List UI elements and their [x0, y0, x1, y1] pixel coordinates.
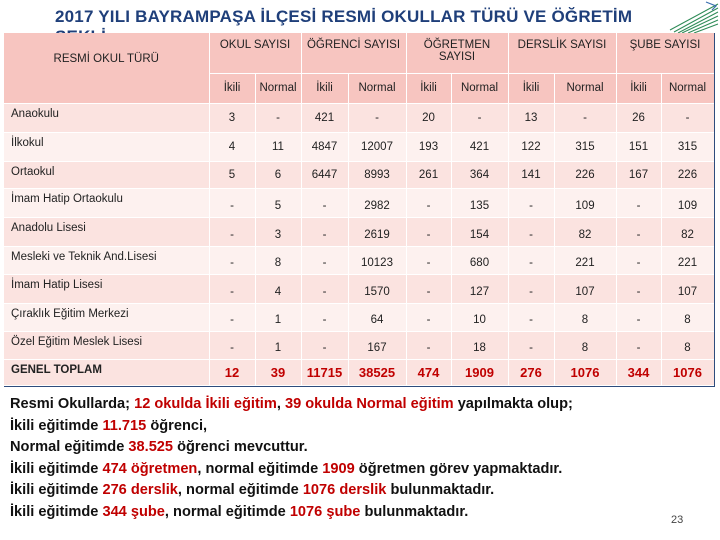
table-cell: 154 [451, 217, 508, 246]
table-cell: - [209, 331, 255, 359]
total-cell: 11715 [301, 359, 348, 385]
row-header-label: RESMİ OKUL TÜRÜ [4, 33, 209, 103]
summary-highlight: 276 derslik [102, 482, 178, 498]
table-cell: - [508, 331, 554, 359]
total-label: GENEL TOPLAM [4, 359, 209, 385]
table-cell: 315 [661, 132, 714, 161]
table-cell: - [508, 188, 554, 217]
row-label: Anaokulu [4, 103, 209, 132]
table-cell: 82 [554, 217, 616, 246]
summary-line [10, 502, 660, 524]
table-cell: 13 [508, 103, 554, 132]
total-cell: 1076 [661, 359, 714, 385]
summary-highlight: 344 şube [102, 503, 165, 520]
row-label: Çıraklık Eğitim Merkezi [4, 303, 209, 331]
summary-text-segment: bulunmaktadır. [386, 482, 495, 498]
table-cell: 421 [451, 132, 508, 161]
summary-text-segment: İkili eğitimde [10, 417, 103, 434]
table-cell: - [508, 303, 554, 331]
table-cell: - [508, 217, 554, 246]
table-row [4, 132, 714, 161]
summary-text-segment: bulunmaktadır. [360, 503, 469, 520]
table-cell: 6447 [301, 161, 348, 188]
table-cell: 226 [661, 161, 714, 188]
group-header-derslik: DERSLİK SAYISI [508, 33, 616, 73]
table-cell: 221 [661, 246, 714, 274]
table-row [4, 161, 714, 188]
group-header-okul: OKUL SAYISI [209, 33, 301, 73]
table-cell: 315 [554, 132, 616, 161]
table-cell: 20 [406, 103, 451, 132]
table-cell: - [301, 217, 348, 246]
table-cell: 26 [616, 103, 661, 132]
table-cell: - [451, 103, 508, 132]
table-cell: 10 [451, 303, 508, 331]
summary-text-segment: Resmi Okullarda; [10, 396, 135, 412]
table-cell: - [301, 303, 348, 331]
table-cell: 109 [554, 188, 616, 217]
table-cell: 421 [301, 103, 348, 132]
summary-text-segment: Normal eğitimde [10, 439, 129, 455]
table-cell: - [616, 274, 661, 303]
summary-text-segment: , normal eğitimde [164, 503, 290, 520]
summary-text-segment: öğrenci, [146, 417, 208, 434]
row-label: İlkokul [4, 132, 209, 161]
summary-text-segment: öğrenci mevcuttur. [173, 439, 308, 455]
table-cell: - [406, 217, 451, 246]
total-cell: 474 [406, 359, 451, 385]
table-cell: - [406, 303, 451, 331]
table-cell: - [301, 188, 348, 217]
summary-text-segment: , normal eğitimde [177, 482, 303, 498]
table-row [4, 188, 714, 217]
table-cell: 167 [348, 331, 406, 359]
table-cell: 64 [348, 303, 406, 331]
subheader-cell: İkili [616, 73, 661, 103]
table-cell: 8 [255, 246, 301, 274]
table-cell: - [209, 274, 255, 303]
group-header-sube: ŞUBE SAYISI [616, 33, 714, 73]
row-label: Anadolu Lisesi [4, 217, 209, 246]
table-cell: - [508, 246, 554, 274]
table-cell: - [554, 103, 616, 132]
table-row [4, 303, 714, 331]
table-cell: 82 [661, 217, 714, 246]
corner-decoration-icon [668, 0, 720, 34]
summary-line [10, 394, 660, 416]
table-cell: 122 [508, 132, 554, 161]
slide-title: 2017 YILI BAYRAMPAŞA İLÇESİ RESMİ OKULLAR TÜRÜ VE ÖĞRETİM [55, 7, 633, 26]
table-row [4, 103, 714, 132]
summary-text-segment: İkili eğitimde [10, 482, 103, 498]
table-cell: 167 [616, 161, 661, 188]
table-cell: 107 [661, 274, 714, 303]
subheader-cell: Normal [661, 73, 714, 103]
summary-highlight: 1076 şube [289, 503, 361, 520]
row-label: İmam Hatip Ortaokulu [4, 188, 209, 217]
table-cell: 8 [661, 331, 714, 359]
table-cell: 5 [255, 188, 301, 217]
table-cell: 151 [616, 132, 661, 161]
table-cell: - [209, 246, 255, 274]
table-cell: 3 [209, 103, 255, 132]
table-cell: 221 [554, 246, 616, 274]
total-cell: 344 [616, 359, 661, 385]
group-header-ogretmen: ÖĞRETMEN SAYISI [406, 33, 508, 73]
table-cell: 135 [451, 188, 508, 217]
table-row [4, 217, 714, 246]
summary-text-segment: , normal eğitimde [197, 460, 323, 477]
subheader-cell: Normal [554, 73, 616, 103]
summary-highlight: 38.525 [128, 439, 174, 455]
school-statistics-table [4, 33, 715, 386]
subheader-cell: Normal [451, 73, 508, 103]
table-cell: 8 [554, 331, 616, 359]
table-cell: 8993 [348, 161, 406, 188]
table-cell: - [661, 103, 714, 132]
summary-highlight: 1076 derslik [302, 482, 387, 498]
table-cell: - [616, 303, 661, 331]
summary-highlight: 11.715 [102, 417, 147, 434]
total-cell: 38525 [348, 359, 406, 385]
table-cell: - [406, 188, 451, 217]
table-cell: 261 [406, 161, 451, 188]
table-cell: 4 [255, 274, 301, 303]
table-cell: 193 [406, 132, 451, 161]
subheader-cell: İkili [209, 73, 255, 103]
table-row [4, 331, 714, 359]
table-cell: - [508, 274, 554, 303]
subheader-cell: İkili [508, 73, 554, 103]
table-right-border [714, 33, 715, 386]
table-cell: - [616, 331, 661, 359]
summary-highlight: 474 öğretmen [102, 460, 198, 477]
table-cell: 5 [209, 161, 255, 188]
row-label: Mesleki ve Teknik And.Lisesi [4, 246, 209, 274]
summary-text-segment: İkili eğitimde [10, 460, 103, 477]
total-cell: 1909 [451, 359, 508, 385]
summary-text-segment: yapılmakta olup; [453, 396, 573, 412]
table-cell: 18 [451, 331, 508, 359]
table-cell: 226 [554, 161, 616, 188]
table-cell: - [301, 246, 348, 274]
summary-text-segment: öğretmen görev yapmaktadır. [354, 460, 563, 477]
table-cell: 364 [451, 161, 508, 188]
table-cell: - [616, 217, 661, 246]
total-cell: 12 [209, 359, 255, 385]
summary-line [10, 416, 660, 438]
row-label: İmam Hatip Lisesi [4, 274, 209, 303]
table-cell: 11 [255, 132, 301, 161]
table-cell: 6 [255, 161, 301, 188]
table-cell: 2982 [348, 188, 406, 217]
group-header-ogrenci: ÖĞRENCİ SAYISI [301, 33, 406, 73]
table-cell: 12007 [348, 132, 406, 161]
table-cell: 10123 [348, 246, 406, 274]
table-cell: 4 [209, 132, 255, 161]
summary-text-segment: İkili eğitimde [10, 503, 103, 520]
subheader-cell: Normal [348, 73, 406, 103]
table-cell: 1 [255, 331, 301, 359]
table-bottom-border [4, 386, 715, 387]
summary-text [10, 394, 660, 523]
table-total-row [4, 359, 714, 385]
table-cell: 8 [661, 303, 714, 331]
table-row [4, 274, 714, 303]
summary-text-segment: , [276, 396, 285, 412]
row-label: Ortaokul [4, 161, 209, 188]
table-cell: 8 [554, 303, 616, 331]
page-number: 23 [671, 514, 684, 526]
summary-line [10, 437, 660, 459]
table-cell: 141 [508, 161, 554, 188]
total-cell: 276 [508, 359, 554, 385]
table-cell: - [301, 274, 348, 303]
summary-line [10, 459, 660, 481]
table-cell: - [616, 246, 661, 274]
table-cell: - [406, 331, 451, 359]
table-cell: - [209, 303, 255, 331]
table-cell: - [209, 188, 255, 217]
table-cell: - [616, 188, 661, 217]
table-cell: 1 [255, 303, 301, 331]
summary-highlight: 1909 [322, 460, 355, 477]
table-cell: 107 [554, 274, 616, 303]
table-cell: 127 [451, 274, 508, 303]
table-cell: 680 [451, 246, 508, 274]
table-cell: 109 [661, 188, 714, 217]
table-cell: 2619 [348, 217, 406, 246]
table-cell: 3 [255, 217, 301, 246]
table-cell: - [301, 331, 348, 359]
table-cell: 1570 [348, 274, 406, 303]
subheader-cell: Normal [255, 73, 301, 103]
table-cell: - [209, 217, 255, 246]
subheader-cell: İkili [406, 73, 451, 103]
table-cell: - [406, 274, 451, 303]
total-cell: 39 [255, 359, 301, 385]
row-label: Özel Eğitim Meslek Lisesi [4, 331, 209, 359]
subheader-cell: İkili [301, 73, 348, 103]
table-cell: - [348, 103, 406, 132]
table-cell: - [255, 103, 301, 132]
table-cell: 4847 [301, 132, 348, 161]
table-body [4, 103, 714, 359]
table-cell: - [406, 246, 451, 274]
summary-highlight: 39 okulda Normal eğitim [284, 396, 454, 412]
table-row [4, 246, 714, 274]
summary-highlight: 12 okulda İkili eğitim [134, 396, 277, 412]
table-group-header-row [4, 33, 714, 73]
total-cell: 1076 [554, 359, 616, 385]
summary-line [10, 480, 660, 502]
